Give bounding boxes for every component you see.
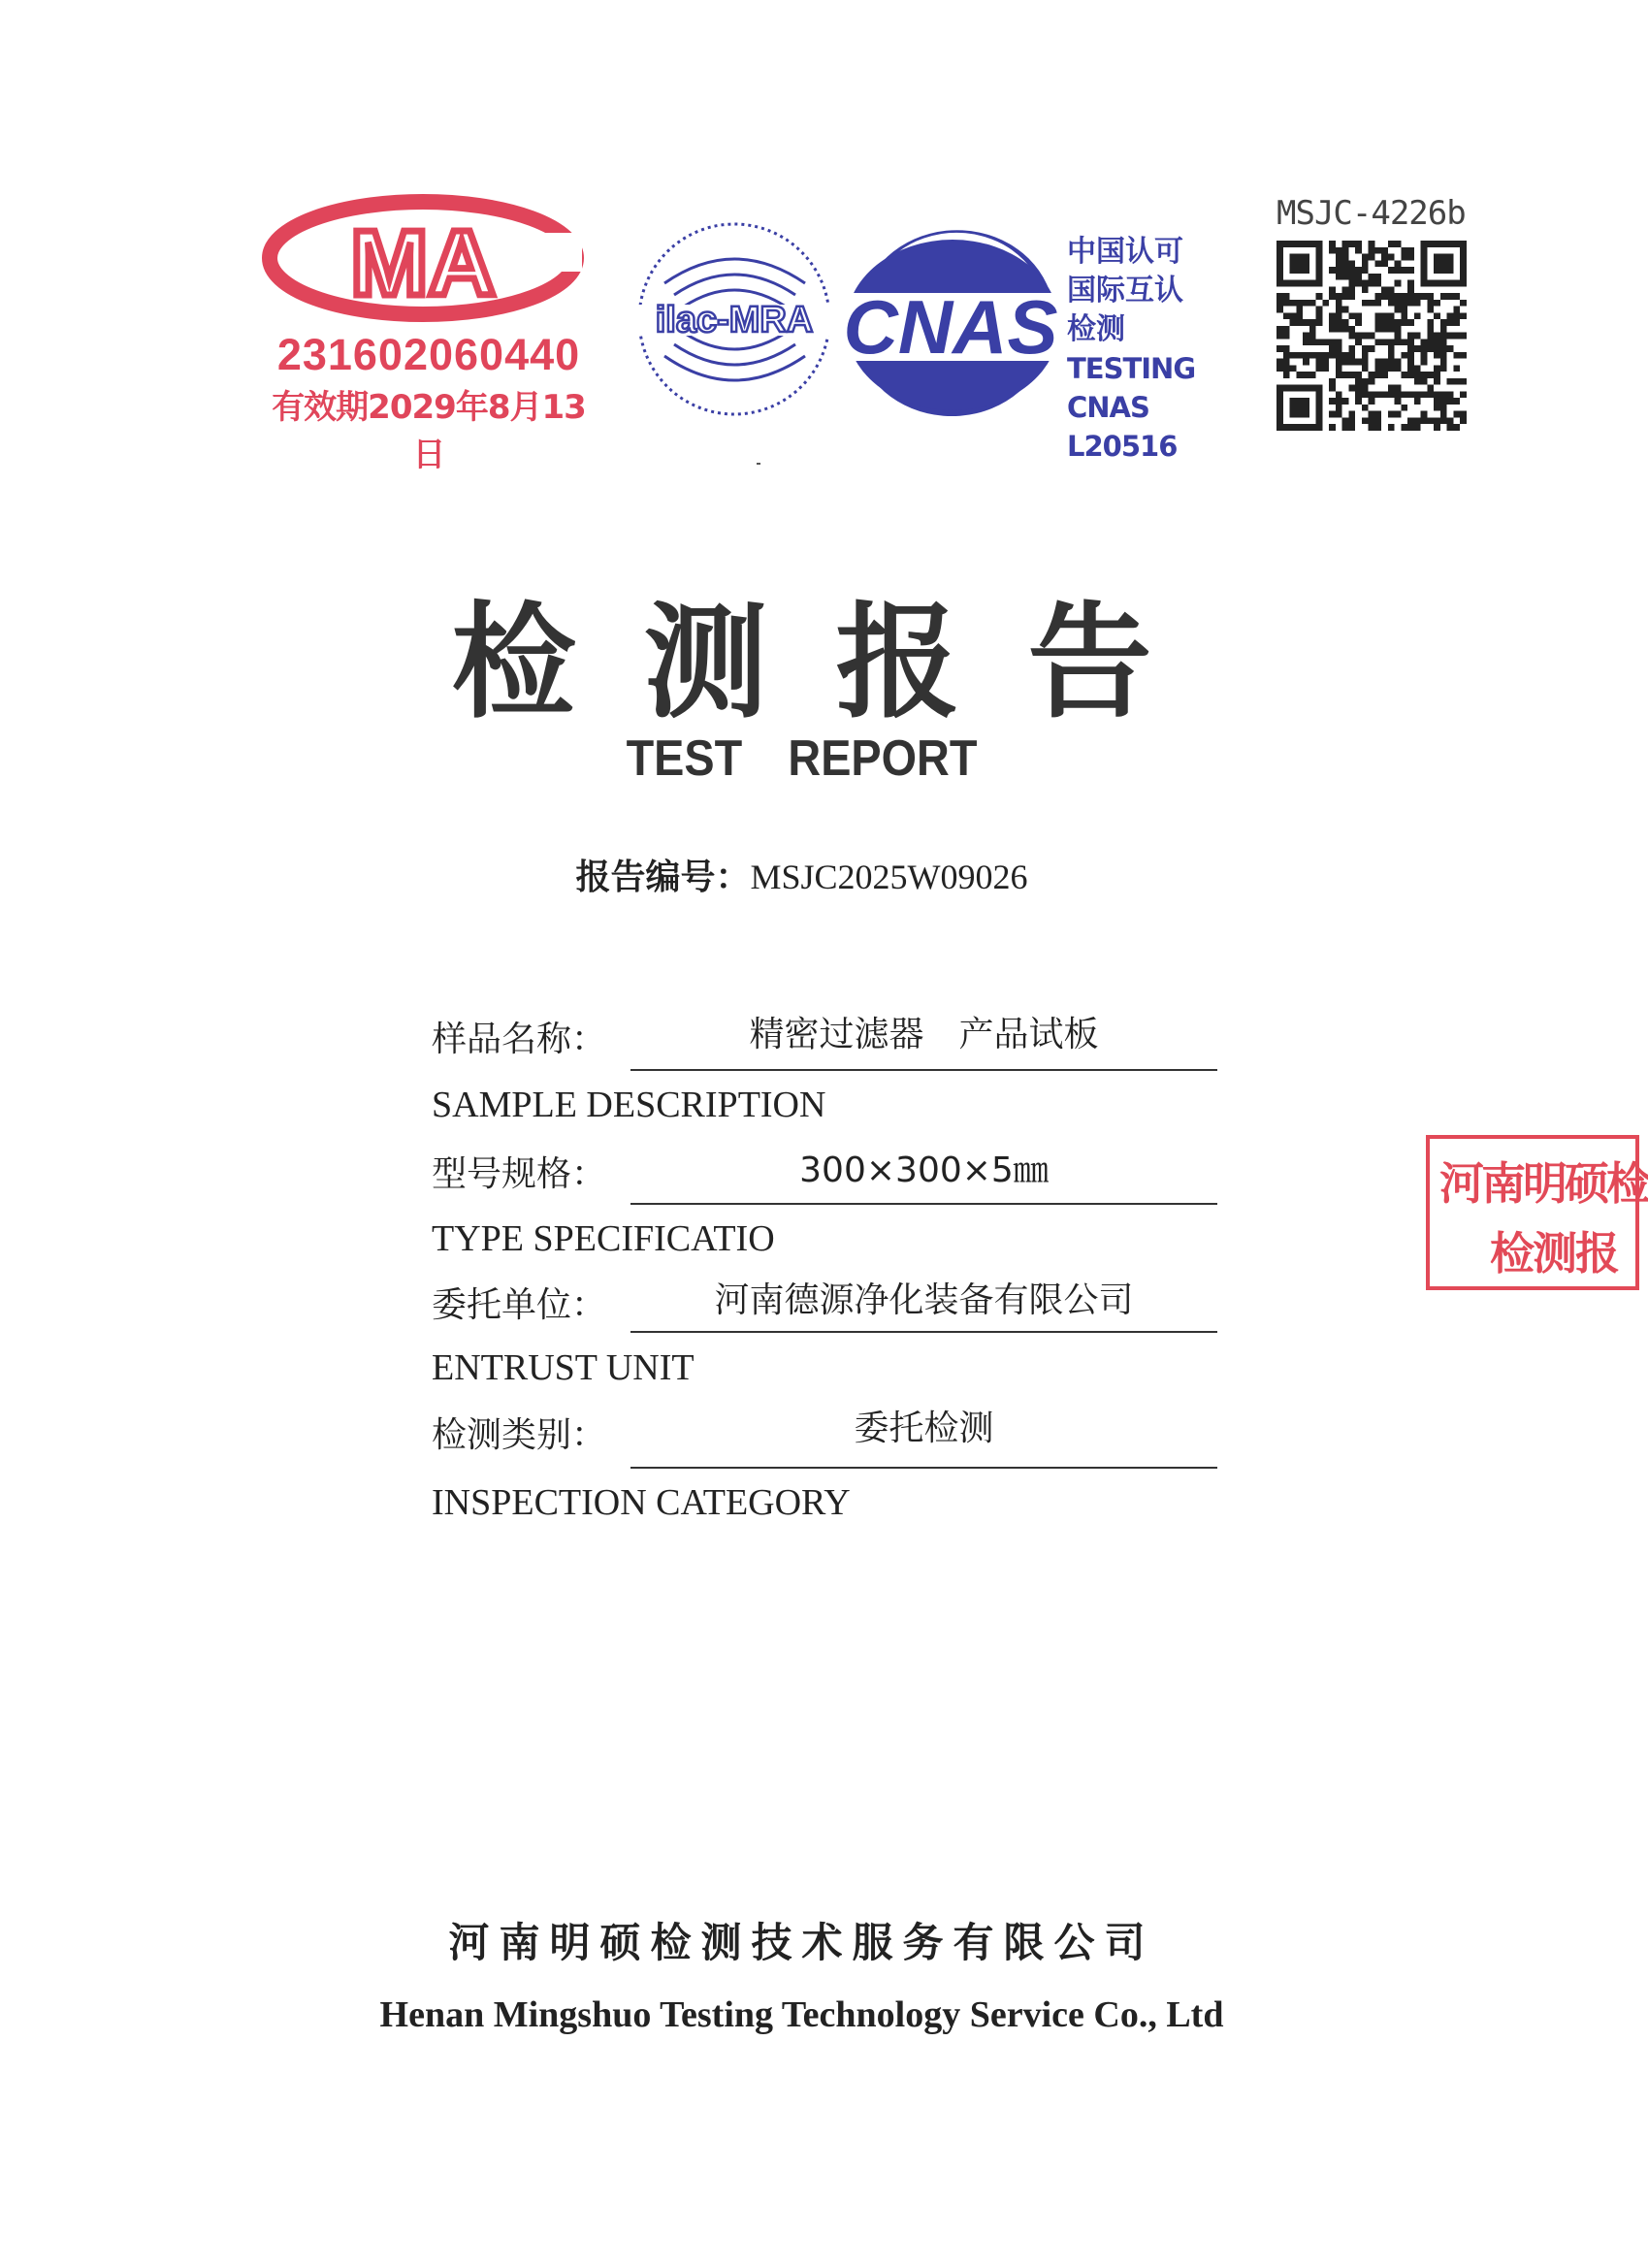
inspection-category-label: 检测类别： [432,1415,607,1455]
cnas-caption-line2: 国际互认 [1067,274,1183,308]
sample-name-underline [630,1069,1217,1071]
company-name-cn: 河南明硕检测技术服务有限公司 [448,1919,1155,1966]
company-name-en: Henan Mingshuo Testing Technology Service Co., Ltd [379,1994,1224,2035]
sample-name-label: 样品名称： [432,1020,607,1059]
entrust-unit-value: 河南德源净化装备有限公司 [714,1280,1134,1320]
entrust-unit-label: 委托单位： [432,1285,607,1325]
qr-code[interactable] [1276,241,1467,431]
entrust-unit-underline [630,1331,1217,1333]
inspection-category-underline [630,1467,1217,1469]
report-number-label: 报告编号： [575,858,751,897]
ilac-mra-logo [630,215,839,424]
cnas-logo-text: CNAS [843,284,1058,370]
seal-stamp [1426,1135,1648,1290]
type-spec-underline [630,1203,1217,1205]
report-number-value: MSJC2025W09026 [750,858,1028,896]
inspection-category-value: 委托检测 [854,1409,994,1448]
seal-stamp-line2: 检测报 [1490,1227,1618,1280]
cnas-caption-line5: CNAS L20516 [1067,391,1178,463]
cma-number: 231602060440 [276,330,581,379]
cnas-caption-line4: TESTING [1067,352,1196,385]
cnas-logo [836,233,1069,417]
report-number [0,850,1603,899]
report-title-cn: 检测报告 [451,590,1220,735]
type-spec-label: 型号规格： [432,1154,607,1194]
sample-name-value: 精密过滤器 产品试板 [749,1015,1099,1054]
ilac-mra-logo-text: ilac-MRA [655,300,814,340]
cma-validity: 有效期2029年8月13日 [272,388,586,474]
inspection-category-en-label: INSPECTION CATEGORY [432,1482,851,1523]
cnas-caption-line1: 中国认可 [1067,235,1183,269]
cma-logo-text: MA [350,211,496,315]
sample-description-label: SAMPLE DESCRIPTION [432,1085,826,1125]
cnas-caption [1067,233,1212,466]
seal-stamp-line1: 河南明硕检 [1439,1157,1648,1210]
cnas-caption-line3: 检测 [1067,312,1125,346]
type-spec-value: 300×300×5㎜ [799,1150,1049,1190]
type-specification-label: TYPE SPECIFICATIO [432,1218,775,1259]
qr-code-label: MSJC-4226b [1276,194,1466,233]
speck [757,463,760,465]
entrust-unit-en-label: ENTRUST UNIT [432,1347,695,1388]
report-title-en: TEST REPORT [626,730,978,787]
